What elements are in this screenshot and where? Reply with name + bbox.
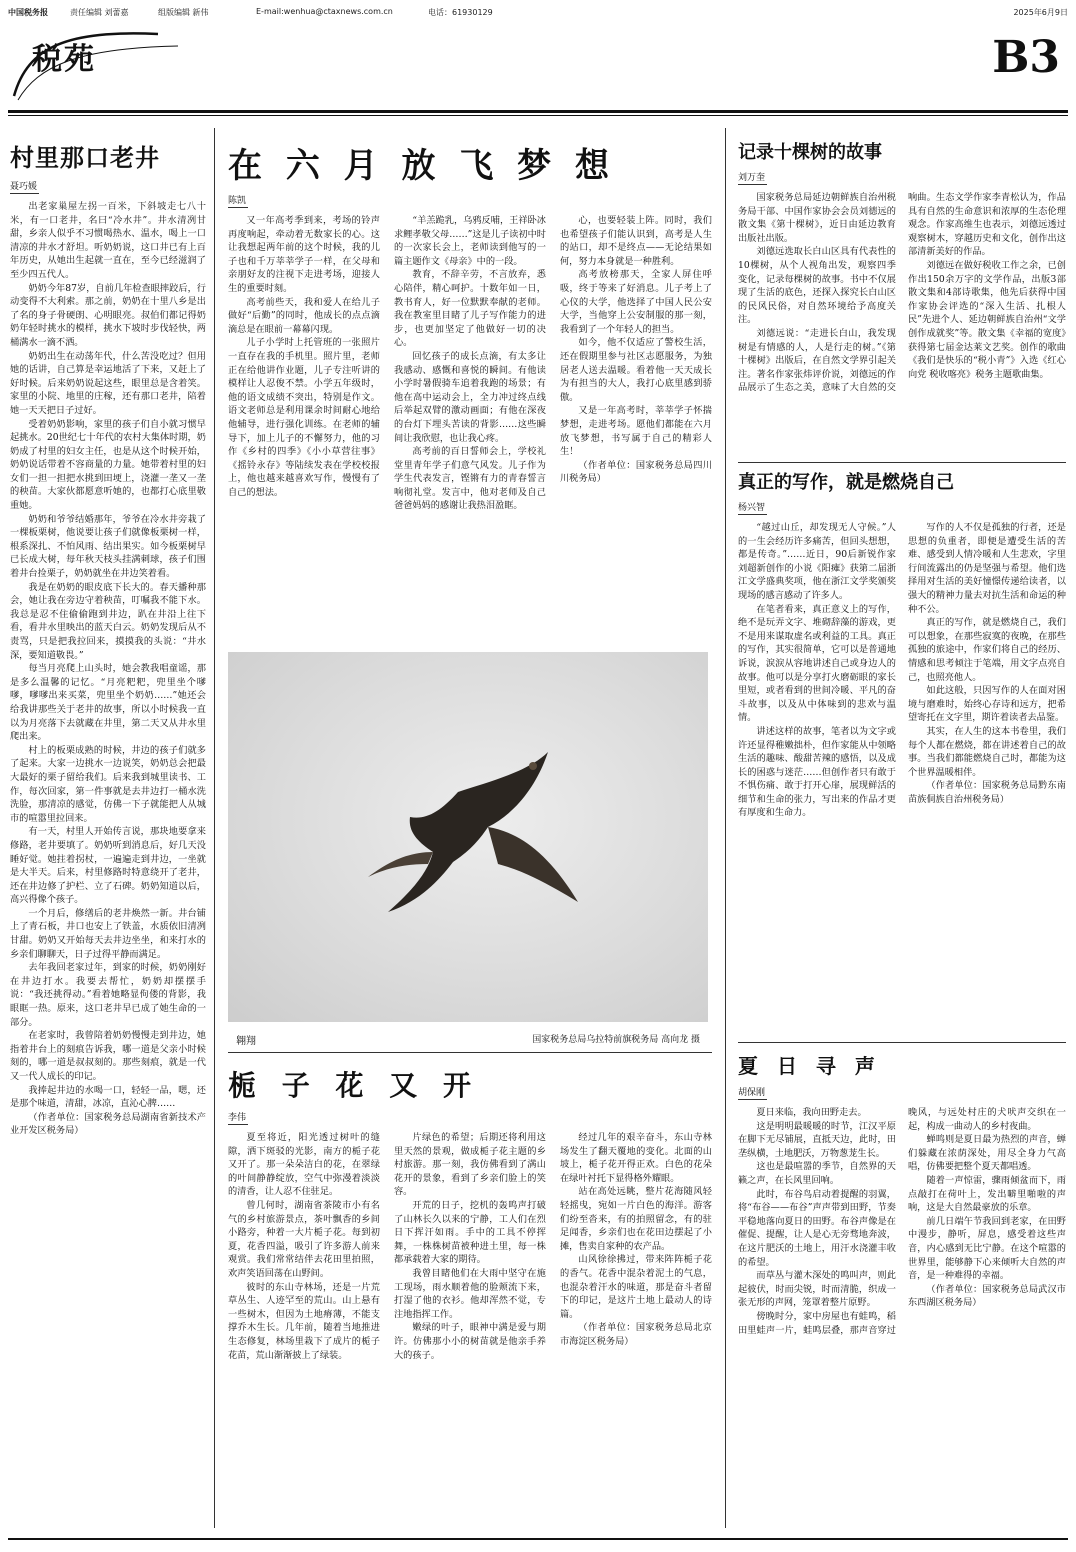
paragraph: 讲述这样的故事，笔者以为文字或许还显得稚嫩拙朴，但作家能从中领略生活的趣味、酸甜苦辣的感悟，以及成长的困惑与迷茫……但创作者只有敢于不惧伤痛、敢于打开心扉，展现鲜活的细节和生命的张力，写出来的作品才更有厚度和生命力。 xyxy=(738,725,896,819)
paragraph: 教育，不辞辛劳，不言放弃，悉心陪伴，精心呵护。十数年如一日，教书育人，好一位默默奉献的老师。我在教室里目睹了儿子写作能力的进步，也更加坚定了他做好一切的决心。 xyxy=(394,269,546,349)
paragraph: 傍晚时分，家中房屋也有蛙鸣，稻田里蛙声一片，蛙鸣层叠，那声音穿过晚风，与远处村庄的犬吠声交织在一起，构成一曲动人的乡村夜曲。 xyxy=(738,1107,1066,1336)
paragraph: 高考前的百日誓师会上，学校礼堂里青年学子们意气风发。儿子作为学生代表发言，铿锵有力的青春誓言响彻礼堂。发言中，他对老师及自己爸爸妈妈的感谢让我热泪盈眶。 xyxy=(394,446,546,512)
paragraph: 此时，布谷鸟启动着提醒的羽翼，将“布谷——布谷”声声带到田野，节奏平稳地落向夏日的田野。布谷声像是在催促、提醒，让人是心无旁骛地奔波，在这片肥沃的土地上，用汗水浇灌丰收的希望。 xyxy=(738,1188,896,1268)
paragraph: 山风徐徐拂过，带来阵阵栀子花的香气。花香中混杂着泥土的气息，也混杂着汗水的味道，那是奋斗者留下的印记，是这片土地上最动人的诗篇。 xyxy=(560,1254,712,1320)
article-body xyxy=(228,1131,712,1529)
paragraph: 刘德远选取长白山区具有代表性的10棵树，从个人视角出发，观察四季变化，记录每棵树的故事。书中不仅展现了生活的底色，还探入探究长白山区的民风民俗，对自然环境给予高度关注。 xyxy=(738,246,896,326)
paragraph: 我曾目睹他们在大雨中坚守在施工现场，雨水顺着他的脸颊流下来，打湿了他的衣衫。他却浑然不觉，专注地指挥工作。 xyxy=(394,1267,546,1320)
paragraph: 奶奶今年87岁，自前几年检查眼摔跤后，行动变得不大利索。那之前，奶奶在十里八乡是出了名的身子骨硬朗、心明眼亮。叔伯们都记得奶奶年轻时挑水的模样，挑水下坡时步伐轻快，两桶满水一滴不洒。 xyxy=(10,282,206,348)
paragraph: 在老家时，我曾陪着奶奶慢慢走到井边，她指着井台上的刻痕告诉我，哪一道是父亲小时候刻的，哪一道是叔叔刻的。那些刻痕，就是一代又一代人成长的印记。 xyxy=(10,1030,206,1082)
eagle-photo xyxy=(228,652,708,1022)
article-title: 在 六 月 放 飞 梦 想 xyxy=(228,146,616,186)
paragraph: 奶奶和爷爷结婚那年，爷爷在冷水井旁栽了一棵板栗树，他说要让孩子们就像板栗树一样，根系深扎、不怕风雨、结出果实。如今板栗树早已长成大树，每年秋天枝头挂满刺球，孩子们围着井台捡栗子，奶奶就坐在井边笑着看。 xyxy=(10,513,206,580)
photo-caption-title: 翱翔 xyxy=(236,1036,256,1047)
article-summer-sounds xyxy=(738,1050,1066,1530)
article-true-writing xyxy=(738,468,1066,1038)
article-author: 杨兴智 xyxy=(738,500,767,515)
paragraph: 彼时的东山寺林场，还是一片荒草丛生、人迹罕至的荒山。山上悬有一些树木，但因为土地瘠薄，不能支撑乔木生长。几年前，随着当地推进生态修复，林场里栽下了成片的栀子花苗，荒山渐渐披上了绿装。 xyxy=(228,1281,380,1361)
article-body xyxy=(738,191,1066,453)
paragraph: 经过几年的艰辛奋斗，东山寺林场发生了翻天覆地的变化。北面的山坡上，栀子花开得正欢。白色的花朵在绿叶衬托下显得格外耀眼。 xyxy=(560,1132,712,1184)
page-number: B3 xyxy=(992,32,1060,83)
paper-name: 中国税务报 xyxy=(8,8,48,17)
article-title: 记录十棵树的故事 xyxy=(738,142,882,163)
paragraph: 在笔者看来，真正意义上的写作，绝不是玩弄文字、堆砌辞藻的游戏，更不是用来谋取虚名或利益的工具。真正的写作，其实很简单，它可以是普通地诉说，涙涙从容地讲述自己或身边人的故事。他可以是分享打火磨砺眼的家长里短，或者看到的世间冷暖、平凡的奋斗故事，以及从中体味到的悲欢与温情。 xyxy=(738,603,896,724)
paragraph: 如今，他不仅适应了警校生活，还在假期里参与社区志愿服务，为独居老人送去温暖。看着他一天天成长为有担当的大人，我打心底里感到骄傲。 xyxy=(560,337,712,403)
article-title: 真正的写作，就是燃烧自己 xyxy=(738,472,954,493)
paragraph: 儿子小学时上托管班的一张照片一直存在我的手机里。照片里，老师正在给他讲作业题，儿子专注听讲的模样让人忍俊不禁。小学五年级时，他的语文成绩不突出，特别是作文。语文老师总是利用课余时间耐心地给他辅导，进行强化训练。在老师的辅导下，加上儿子的不懈努力，他的习作《乡村的四季》《小小草营往事》《摇铃永存》等陆续发表在学校校报上，他也越来越喜欢写作，慢慢有了自己的想法。 xyxy=(228,337,380,498)
paragraph: 开荒的日子，挖机的轰鸣声打破了山林长久以来的宁静，工人们在烈日下挥汗如雨。手中的工具不停挥舞，一株株树苗被种进土里，每一株都承载着大家的期待。 xyxy=(394,1199,546,1266)
paragraph: 我捧起井边的水喝一口，轻轻一品，嗯，还是那个味道，清甜，冰凉，直沁心脾…… xyxy=(10,1084,206,1110)
paragraph: “羊羔跪乳，乌鸦反哺，王祥卧冰求鲤孝敬父母……”这是儿子读初中时的一次家长会上，老师读到他写的一篇主题作文《母亲》中的一段。 xyxy=(394,215,546,267)
article-body xyxy=(10,200,206,1138)
paragraph: 如此这般，只因写作的人在面对困境与磨难时，始终心存诗和远方，把希望寄托在文字里，期许着读者去品鉴。 xyxy=(908,685,1066,724)
paragraph: 曾几何时，湖南省茶陵市小有名气的乡村旅游景点，茶叶飘香的乡间小路旁，种着一大片栀子花。每到初夏，花香四溢，吸引了许多游人前来观赏。我们常常结伴去花田里拍照，欢声笑语回荡在山野间。 xyxy=(228,1199,380,1279)
section-header xyxy=(8,26,1068,104)
article-title: 村里那口老井 xyxy=(10,143,160,172)
article-title: 夏 日 寻 声 xyxy=(738,1054,881,1078)
paragraph: 写作的人不仅是孤独的行者，还是思想的负重者，即便是遭受生活的苦难、感受到人情冷暖和人生悲欢，字里行间流露出的仍是坚强与希望。他们选择用对生活的美好憧憬传递给读者，以强大的精神力量去对抗生活和命运的种种不公。 xyxy=(908,522,1066,615)
paragraph: 我是在奶奶的眼皮底下长大的。春天播种那会，她让我在旁边守着秧苗，叮嘱我不能下水。我总是忍不住偷偷跑到井边，趴在井沿上往下看，看井水里映出的蓝天白云。奶奶发现后从不责骂，只是把我拉回来，摸摸我的头说：“井水深，要知道敬畏。” xyxy=(10,581,206,661)
header-rule xyxy=(8,110,1068,113)
section-title: 税苑 xyxy=(32,42,96,77)
paragraph: 出老家巢屋左拐一百米，下斜坡走七八十米，有一口老井，名曰“冷水井”。井水清冽甘甜，乡亲人似乎不习惯喝热水、温水，喝上一口清凉的井水才舒坦。听奶奶说，这口井已有上百年历史，从她出生起就一直在，至今已经滋润了至少四五代人。 xyxy=(10,201,206,280)
header-rule-thin xyxy=(8,115,1068,116)
paragraph: 一个月后，修缮后的老井焕然一新。井台铺上了青石板，井口也安上了铁盖，水质依旧清冽甘甜。奶奶又开始每天去井边坐坐，和来打水的乡亲们聊聊天，日子过得平静而满足。 xyxy=(10,907,206,960)
paragraph: 又一年高考季到来，考场的铃声再度响起，牵动着无数家长的心。这让我想起两年前的这个时候，我的儿子也和千万莘莘学子一样，在父母和亲朋好友的注视下走进考场，迎接人生的重要时刻。 xyxy=(228,215,380,294)
paragraph: 每当月亮爬上山头时，她会教我唱童谣，那是多么温馨的记忆。“月亮粑粑，兜里坐个嗲嗲，嗲嗲出来买菜，兜里坐个奶奶……”她还会给我讲那些关于老井的故事，所以小时候我一直以为月亮落下去就藏在井里，第二天又从井水里爬出来。 xyxy=(10,663,206,743)
paragraph: “越过山丘，却发现无人守候。”人的一生会经历许多痛苦，但回头想想，都是传奇。”……近日，90后新锐作家刘超新创作的小说《阳瘫》获第二届浙江文学盛典奖项，他在浙江文学奖颁奖现场的感言感动了许多人。 xyxy=(738,522,896,601)
paragraph: 夏至将近，阳光透过树叶的缝隙，洒下斑驳的光影，南方的栀子花又开了。那一朵朵洁白的花，在翠绿的叶间静静绽放，空气中弥漫着淡淡的清香，让人忍不住驻足。 xyxy=(228,1132,380,1198)
paragraph: （作者单位：国家税务总局湖南省新技术产业开发区税务局） xyxy=(10,1111,206,1137)
paragraph: 刘德远在做好税收工作之余，已创作出150余万字的文学作品，出版3部散文集和4部诗歌集，他先后获得中国作家协会评选的“深入生活、扎根人民”先进个人、延边朝鲜族自治州“文学创作成就奖”等。散文集《幸福的宽度》获得第七届金达莱文艺奖。创作的歌曲《我们是快乐的“税小青”》入选《红心向党 税收喀亮》税务主题歌曲集。 xyxy=(908,259,1066,380)
photo-caption-credit: 国家税务总局乌拉特前旗税务局 高向龙 摄 xyxy=(532,1035,700,1045)
paragraph: 受着奶奶影响，家里的孩子们自小就习惯早起挑水。20世纪七十年代的农村大集体时期，奶奶成了村里的妇女主任，也是从这个时候开始，奶奶说话带着不容商量的力量。她带着村里的妇女们一担一担把水挑到田埂上，浇灌一垄又一垄的秧苗。大家伙都愿意听她的，也都打心底里敬重她。 xyxy=(10,418,206,512)
right-divider-1 xyxy=(738,462,1066,463)
right-divider-2 xyxy=(738,1042,1066,1043)
column-divider-left xyxy=(214,128,215,1528)
masthead xyxy=(8,6,1068,20)
paragraph: （作者单位：国家税务总局四川川税务局） xyxy=(560,459,712,485)
paragraph: 有一天，村里人开始传言说，那块地要拿来修路，老井要填了。奶奶听到消息后，好几天没睡好觉。她拄着拐杖，一遍遍走到井边，一坐就是大半天。后来，村里修路时特意绕开了老井，还在井边修了护栏、立了石碑。奶奶知道以后，高兴得像个孩子。 xyxy=(10,826,206,906)
paragraph: 奶奶出生在动荡年代，什么苦没吃过？但用她的话讲，自己算是幸运地活了下来，又赶上了好时候。后来奶奶说起这些，眼里总是含着笑。家里的小院、地里的庄稼，还有那口老井，陪着她一天天把日子过好。 xyxy=(10,350,206,416)
paragraph: 村上的板栗成熟的时候，井边的孩子们就多了起来。大家一边挑水一边说笑，奶奶总会把最大最好的栗子留给我们。后来我到城里读书、工作，每次回家，第一件事就是去井边打一桶水洗洗脸，那清凉的感觉，仿佛一下子就能把人从城市的喧嚣里拉回来。 xyxy=(10,744,206,824)
paragraph: 去年我回老家过年，到家的时候，奶奶刚好在井边打水。我要去帮忙，奶奶却摆摆手说：“我还挑得动。”看着她略显佝偻的背影，我眼眶一热。原来，这口老井早已成了她生命的一部分。 xyxy=(10,962,206,1028)
paragraph: 国家税务总局延边朝鲜族自治州税务局干部、中国作家协会会员刘德远的散文集《第十棵树》，近日由延边教育出版社出版。 xyxy=(738,192,896,244)
paragraph: 回忆孩子的成长点滴，有太多让我感动、感慨和喜悦的瞬间。有他读小学时暑假骑车追着我跑的场景；有他在高中运动会上，全力冲过终点线后举起双臂的激动画面；有他在深夜的台灯下埋头苦读的背影……这些瞬间让我欣慰，也让我心疼。 xyxy=(394,350,546,444)
article-ten-trees xyxy=(738,138,1066,458)
footer-rule xyxy=(8,1538,1068,1540)
paragraph: 夏日来临，我向田野走去。 xyxy=(756,1107,867,1118)
paragraph: 真正的写作，就是燃烧自己，我们可以想象，在那些寂寞的夜晚，在那些孤独的旅途中，作家们将自己的经历、情感和思考倾注于笔端，用文字点亮自己，也照亮他人。 xyxy=(908,617,1066,683)
article-author: 刘万奎 xyxy=(738,170,767,185)
paragraph: 又是一年高考时，莘莘学子怀揣梦想，走进考场。愿他们都能在六月放飞梦想，书写属于自己的精彩人生！ xyxy=(560,405,712,458)
paragraph: 嫩绿的叶子，眼神中满是爱与期许。仿佛那小小的树苗就是他亲手养大的孩子。 xyxy=(394,1322,546,1361)
center-divider xyxy=(228,1052,712,1053)
layout-credit: 组版编辑 新伟 xyxy=(158,8,209,17)
paragraph: 高考放榜那天，全家人屏住呼吸，终于等来了好消息。儿子考上了心仪的大学，他选择了中国人民公安大学，当他穿上公安制服的那一刻，我看到了一个年轻人的担当。 xyxy=(560,269,712,335)
article-body xyxy=(738,521,1066,1033)
paragraph: 站在高处远眺，整片花海随风轻轻摇曳，宛如一片白色的海洋。游客们纷至沓来，有的拍照留念，有的驻足闻香，乡亲们也在花田边摆起了小摊，售卖自家种的农产品。 xyxy=(560,1186,712,1252)
article-body xyxy=(738,1106,1066,1530)
paragraph: 这也是最喧嚣的季节，自然界的天籁之声，在长风里回响。 xyxy=(738,1161,896,1186)
article-author: 陈凯 xyxy=(228,193,248,208)
editor-credit: 责任编辑 刘蕾嘉 xyxy=(70,8,129,17)
article-author: 李伟 xyxy=(228,1110,248,1125)
paragraph: （作者单位：国家税务总局黔东南苗族侗族自治州税务局） xyxy=(908,780,1066,805)
paragraph: 而草丛与灌木深处的鸣叫声，则此起彼伏，时而尖锐，时而清脆，织成一张无形的声网，笼罩着整片原野。 xyxy=(738,1270,896,1309)
paragraph: 随着一声惊雷，骤雨倾盆而下，雨点敲打在荷叶上，发出噼里啪啦的声响，这是大自然最豪放的乐章。 xyxy=(908,1174,1066,1214)
article-author: 聂巧媛 xyxy=(10,179,39,194)
article-june-dreams xyxy=(228,138,712,638)
column-divider-right xyxy=(725,128,726,1528)
eagle-icon xyxy=(228,652,708,1022)
paragraph: （作者单位：国家税务总局北京市海淀区税务局） xyxy=(560,1322,712,1347)
paragraph: 前几日端午节我回到老家，在田野中漫步，静听，屏息，感受着这些声音，内心感到无比宁静。在这个喧嚣的世界里，能够静下心来倾听大自然的声音，是一种难得的幸福。 xyxy=(908,1215,1066,1282)
paragraph: 心，也要轻装上阵。同时，我们也希望孩子们能认识到，高考是人生的站口，却不是终点——无论结果如何，努力本身就是一种胜利。 xyxy=(560,215,712,267)
contact-phone: 电话：61930129 xyxy=(428,8,493,17)
contact-email: E-mail:wenhua@ctaxnews.com.cn xyxy=(256,7,393,16)
article-gardenia xyxy=(228,1064,712,1530)
article-title: 栀 子 花 又 开 xyxy=(228,1069,479,1102)
paragraph: 高考前些天，我和爱人在给儿子做好“后勤”的同时，他成长的点点滴滴总是在眼前一幕幕闪现。 xyxy=(228,296,380,335)
article-author: 胡保刚 xyxy=(738,1085,767,1100)
article-body xyxy=(228,214,712,634)
paragraph: 片绿色的希望；后期还将利用这里天然的景观，做成栀子花主题的乡村旅游。那一刻，我仿佛看到了满山花开的景象，看到了乡亲们脸上的笑容。 xyxy=(394,1132,546,1198)
paragraph: 其实，在人生的这本书卷里，我们每个人都在燃烧，都在讲述着自己的故事。当我们都能燃烧自己时，都能为这个世界温暖相伴。 xyxy=(908,725,1066,778)
article-village-well xyxy=(10,138,206,1530)
paragraph: （作者单位：国家税务总局武汉市东西湖区税务局） xyxy=(908,1283,1066,1309)
paragraph: 蝉鸣则是夏日最为热烈的声音，蝉们躲藏在浓荫深处，用尽全身力气高唱，仿佛要把整个夏天都唱透。 xyxy=(908,1134,1066,1173)
issue-date: 2025年6月9日 xyxy=(1013,8,1068,17)
paragraph: 这是明明最暖暖的时节，江汉平原在脚下无尽铺展，直抵天边，此时，田垄纵横，土地肥沃，万物葱茏生长。 xyxy=(738,1120,896,1159)
paragraph: 刘德远说：“走进长白山，我发现树是有情感的人，人是行走的树。”《第十棵树》出版后，在自然文学界引起关注。著名作家张炜评价说，刘德远的作品展示了生态之美，意味了大自然的交响曲。生态文学作家李青松认为，作品具有自然的生命意识和浓厚的生态伦理观念。作家高维生也表示，刘德远透过观察树木，穿越历史和文化，创作出这部清新美好的作品。 xyxy=(738,192,1066,394)
